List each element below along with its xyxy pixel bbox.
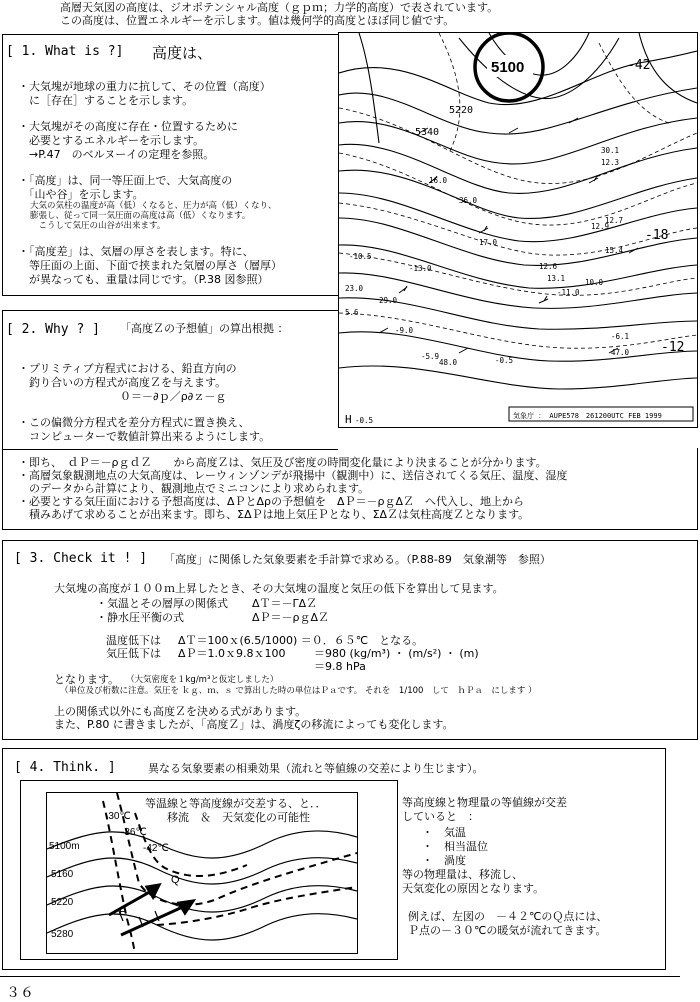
- s4-side-1: 等高度線と物理量の等値線が交差: [402, 796, 567, 809]
- s4-side-7: 天気変化の原因となります。: [402, 882, 545, 895]
- isotherm-label-30: -30℃: [105, 811, 131, 822]
- map-label: -11.0: [557, 288, 580, 297]
- map-label: -13.0: [409, 264, 432, 273]
- s3-calc2-label: 気圧低下は: [106, 647, 161, 660]
- s2-equation: ０＝－∂ｐ／ρ∂ｚ－ｇ: [120, 390, 227, 403]
- map-label: -0.5: [355, 416, 374, 425]
- s1-bullet1-l2: に［存在］することを示します。: [18, 94, 194, 107]
- s1-bullet3-small-1: 大気の気柱の温度が高（低）くなると、圧力が高（低）くなり、: [30, 201, 277, 211]
- point-q-label: Q: [171, 874, 180, 886]
- s4-side-2: していると ：: [402, 810, 479, 823]
- s2-note-1: ・即ち、 ｄＰ＝－ρｇｄＺ から高度Ｚは、気圧及び密度の時間変化量により決まることが分かります。: [18, 456, 547, 469]
- map-label: 29.0: [379, 296, 398, 305]
- map-label: 15.4: [605, 246, 624, 255]
- section-2-heading: [ 2. Why ? ]: [6, 322, 100, 337]
- s3-calc2: ΔＰ＝1.0ｘ9.8ｘ100: [178, 647, 286, 660]
- s1-bullet4-l1: ・「高度差」は、気層の厚さを表します。特に、: [18, 245, 254, 258]
- s1-bullet2-l1: ・大気塊がその高度に存在・位置するために: [18, 120, 238, 133]
- header-line-2: この高度は、位置エネルギーを示します。値は幾何学的高度とほぼ同じ値です。: [60, 14, 455, 27]
- map-label: 12.9: [591, 222, 610, 231]
- s2-bullet2-l1: ・この偏微分方程式を差分方程式に置き換え、: [18, 416, 250, 429]
- map-label: 10.0: [585, 278, 604, 287]
- map-label: 23.0: [345, 284, 364, 293]
- section-3-title: 「高度」に関係した気象要素を手計算で求める。（P.88-89 気象潮等 参照）: [164, 553, 551, 566]
- s3-rel2-label: ・静水圧平衡の式: [96, 611, 184, 624]
- map-label: -42: [627, 58, 651, 73]
- s3-result: となります。: [54, 673, 120, 686]
- map-label: 16.0: [429, 176, 448, 185]
- height-label-5160: 5160: [51, 869, 74, 880]
- s2-note-2: ・高層気象観測地点の大気高度は、レーウィンゾンデが飛揚中（観測中）に、送信されてくる気圧、温度、湿度: [18, 469, 568, 482]
- highlight-label: 5100: [491, 59, 525, 76]
- figure-title-2: 移流 ＆ 天気変化の可能性: [167, 811, 310, 824]
- s3-intro: 大気塊の高度が１００ｍ上昇したとき、その大気塊の温度と気圧の低下を算出して見ます。: [54, 582, 504, 595]
- section-1-heading: [ 1. What is ?]: [6, 44, 124, 59]
- figure-title-1: 等温線と等高度線が交差する、と．．: [145, 797, 327, 810]
- s1-bullet1-l1: ・大気塊が地球の重力に抗して、その位置（高度）: [18, 80, 271, 93]
- s2-bullet1-l2: 釣り合いの方程式が高度Ｚを与えます。: [18, 376, 227, 389]
- s3-rel1-eq: ΔＴ＝－ΓΔＺ: [252, 597, 318, 610]
- map-label: -9.0: [395, 326, 414, 335]
- section-3-heading: [ 3. Check it ! ]: [14, 551, 148, 566]
- s3-calc2b: ＝980 (kg/m³) ・ (m/s²) ・ (m): [314, 647, 479, 660]
- s4-side-5: ・ 渦度: [422, 854, 466, 867]
- footer-rule: [0, 976, 680, 977]
- s4-side-9: Ｐ点の－３０℃の暖気が流れてきます。: [408, 924, 607, 937]
- map-label: 48.0: [439, 358, 458, 367]
- map-footer: 気象庁 ： AUPE578 261200UTC FEB 1999: [513, 412, 662, 420]
- s1-bullet3-small-2: 膨張し、従って同一気圧面の高度は高（低）くなります。: [30, 211, 251, 221]
- s3-note1: （大気密度を１kg/m³と仮定しました）: [126, 675, 279, 685]
- weather-map: [338, 32, 698, 428]
- height-label-5100: 5100m: [49, 841, 80, 852]
- s4-side-3: ・ 気温: [422, 826, 466, 839]
- s2-note-4: ・必要とする気圧面における予想高度は、ΔＰとΔρの予想値を ΔＰ＝－ρｇΔＺ へ代入し、地上から: [18, 495, 525, 508]
- page-number: ３６: [6, 985, 34, 1001]
- s1-bullet4-l3: が異なっても、重量は同じです。（P.38 図参照）: [18, 273, 269, 286]
- map-label: -18: [645, 228, 669, 243]
- s2-bullet1-l1: ・プリミティブ方程式における、鉛直方向の: [18, 362, 237, 375]
- map-label: 5220: [449, 105, 474, 116]
- map-label: 13.1: [547, 274, 566, 283]
- weather-map-svg: [339, 33, 697, 427]
- map-label: -5.9: [421, 352, 440, 361]
- s4-side-6: 等の物理量は、移流し、: [402, 868, 523, 881]
- s1-bullet4-l2: 等圧面の上面、下面で挟まれた気層の厚さ（層厚）: [18, 259, 282, 272]
- s3-calc2c: ＝9.8 hPa: [314, 660, 366, 673]
- s3-tail1: 上の関係式以外にも高度Ｚを決める式があります。: [54, 705, 307, 718]
- map-label: 12.3: [601, 158, 620, 167]
- map-label: 17.0: [479, 238, 498, 247]
- header-line-1: 高層天気図の高度は、ジオポテンシャル高度（ｇｐｍ；力学的高度）で表されています。: [60, 1, 499, 14]
- s1-bullet3-l2: 「山や谷」を示します。: [18, 188, 144, 201]
- figure-inner-box: [46, 792, 358, 954]
- s2-note-3: のデータから計算により、観測地点でミニコンにより求められます。: [18, 482, 370, 495]
- s3-calc1: ΔＴ＝100ｘ(6.5/1000) ＝０．６５℃ となる。: [178, 634, 424, 647]
- s2-note-5: 積みあげて求めることが出来ます。即ち、ΣΔＰは地上気圧Ｐとなり、ΣΔＺは気柱高度Ｚとなります。: [18, 508, 530, 521]
- map-label: 5.6: [345, 308, 359, 317]
- s3-tail2: また、P.80 に書きましたが、「高度Ｚ」は、渦度ζの移流によっても変化します。: [54, 718, 454, 731]
- map-label: 12.7: [605, 216, 624, 225]
- s3-calc1-label: 温度低下は: [106, 634, 161, 647]
- height-label-5280: 5280: [51, 929, 74, 940]
- s1-bullet2-l3: →P.47 のベルヌーイの定理を参照。: [18, 148, 215, 161]
- map-label: 5340: [415, 127, 440, 138]
- point-p-label: P: [119, 906, 127, 918]
- s1-bullet3-l1: ・「高度」は、同一等圧面上で、大気高度の: [18, 174, 233, 187]
- s2-bullet2-l2: コンピューターで数値計算出来るようにします。: [18, 430, 271, 443]
- isotherm-label-36: -36℃: [121, 827, 147, 838]
- map-label: H: [345, 413, 352, 426]
- section-1-title: 高度は、: [152, 44, 213, 62]
- isotherm-label-42: -42℃: [143, 843, 169, 854]
- map-label: 12.6: [539, 262, 558, 271]
- map-label: -0.5: [495, 356, 514, 365]
- map-label: -12: [661, 340, 685, 355]
- s4-side-8: 例えば、左図の －４２℃のＱ点には、: [408, 910, 608, 923]
- height-label-5220: 5220: [51, 897, 74, 908]
- s3-rel2-eq: ΔＰ＝－ρｇΔＺ: [252, 611, 330, 624]
- map-label: 36.0: [459, 196, 478, 205]
- s3-note2: （単位及び桁数に注意。気圧を ｋｇ、ｍ、ｓ で算出した時の単位はＰａです。 それを 1/100 して ｈＰａ にします ）: [60, 686, 537, 696]
- map-label: 47.0: [611, 348, 630, 357]
- section-2-title: 「高度Ｚの予想値」の算出根拠 ：: [120, 322, 289, 335]
- section-4-heading: [ 4. Think. ]: [14, 760, 116, 775]
- section-4-title: 異なる気象要素の相乗効果（流れと等値線の交差により生じます）。: [148, 762, 484, 775]
- s1-bullet2-l2: 必要とするエネルギーを示します。: [18, 134, 205, 147]
- map-label: 30.1: [601, 146, 620, 155]
- map-label: -6.1: [611, 332, 630, 341]
- s1-bullet3-small-3: こうして気圧の山谷が出来ます。: [30, 221, 166, 231]
- s4-side-4: ・ 相当温位: [422, 840, 488, 853]
- map-label: -10.5: [349, 252, 372, 261]
- s3-rel1-label: ・気温とその層厚の関係式: [96, 597, 228, 610]
